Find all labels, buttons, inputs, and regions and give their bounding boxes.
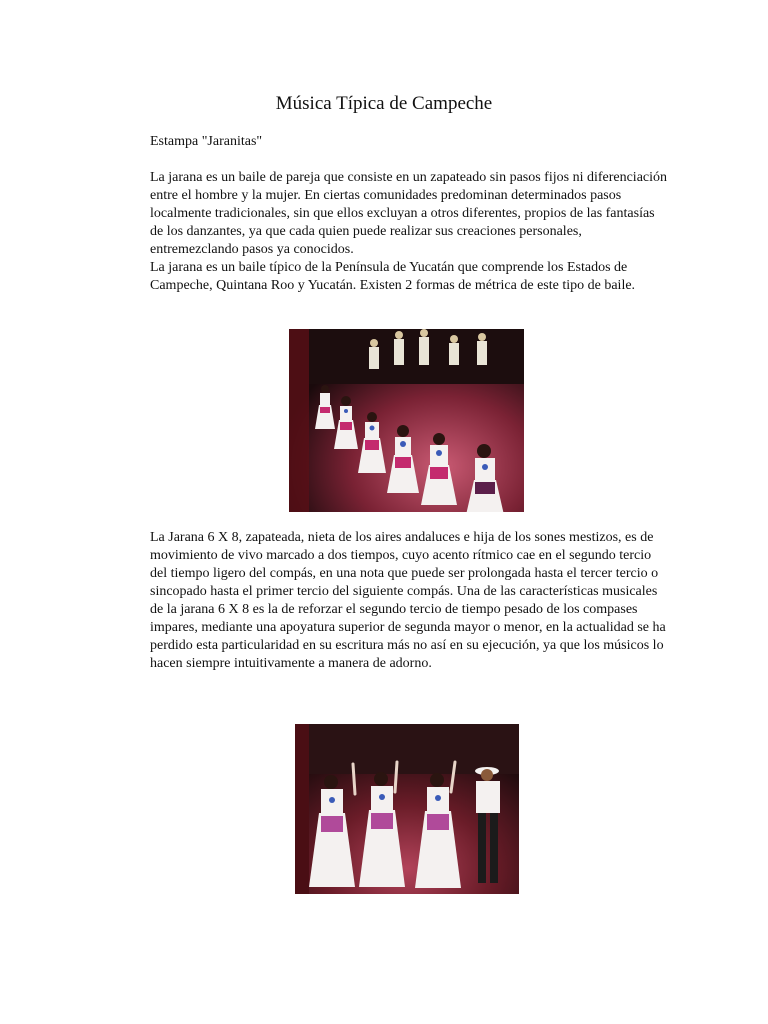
page-title: Música Típica de Campeche <box>275 93 493 114</box>
paragraph-2: La jarana es un baile típico de la Península de Yucatán que comprende los Estados de Campeche, Quintana Roo y Yucatán. Existen 2 formas de métrica de este tipo de baile. <box>150 260 636 293</box>
paragraph-1: La jarana es un baile de pareja que consiste en un zapateado sin pasos fijos ni diferenciación entre el hombre y la mujer. En ciertas comunidades predominan determinados pasos localmente tradicionales, sin que ellos excluyan a otros diferentes, propios de las fantasías de los danzantes, ya que cada quien puede realizar sus creaciones personales, entremezclando pasos ya conocidos. <box>150 170 668 257</box>
paragraph-3: La Jarana 6 X 8, zapateada, nieta de los aires andaluces e hija de los sones mestizos, es de movimiento de vivo marcado a dos tiempos, cuyo acento rítmico cae en el segundo tercio del tiempo ligero del compás, en una nota que puede ser prolongada hasta el tercer tercio o sincopado hasta el primer tercio del siguiente compás. Una de las características musicales de la jarana 6 X 8 es la de reforzar el segundo tercio de tiempo pesado de los compases impares, mediante una apoyatura superior de segunda mayor o menor, en la actualidad se ha perdido esta particularidad en su escritura más no así en su ejecución, ya que los músicos lo hacen siempre intuitivamente a manera de adorno. <box>150 530 666 671</box>
subtitle: Estampa "Jaranitas" <box>150 134 263 149</box>
dancers-photo-2 <box>295 724 519 894</box>
dancers-photo-1 <box>289 329 524 512</box>
